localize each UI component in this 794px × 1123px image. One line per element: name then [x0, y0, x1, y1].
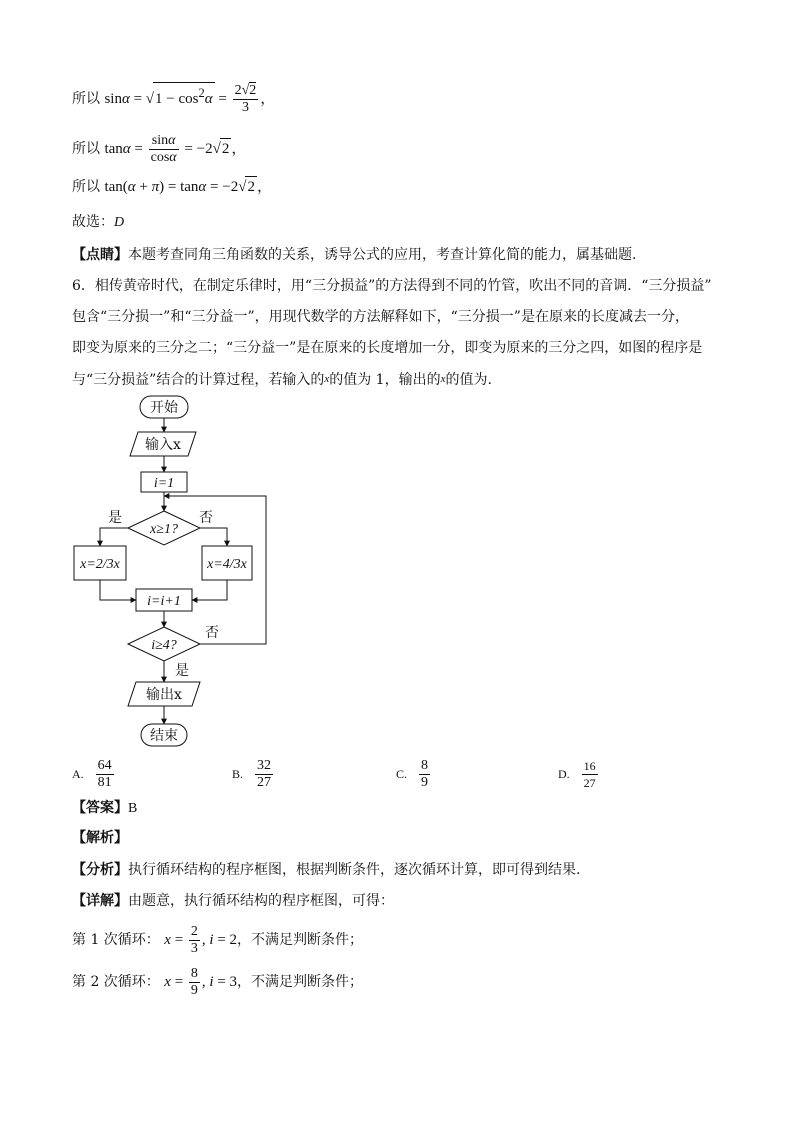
xiangjie-tag: 【详解】: [72, 893, 128, 909]
q6-line-1: 6．相传黄帝时代，在制定乐律时，用“三分损益”的方法得到不同的竹管，吹出不同的音调．“三分损益”: [72, 278, 712, 294]
option-b[interactable]: [232, 758, 275, 791]
flow-yes-label-1: 是: [108, 510, 122, 526]
flow-left-box: [74, 546, 126, 580]
var-x: x: [324, 373, 330, 385]
flow-cond1-diamond: [128, 511, 200, 545]
option-fraction: $\frac{32}{27}$: [257, 758, 272, 790]
flow-cond1-label: x≥1?: [150, 522, 178, 537]
flow-no-label-1: 否: [199, 510, 213, 526]
fenxi-text: 执行循环结构的程序框图，根据判断条件，逐次循环计算，即可得到结果.: [128, 862, 581, 878]
dianjing-tag: 【点睛】: [72, 247, 128, 263]
fenxi-line: [72, 860, 580, 880]
option-a[interactable]: [72, 758, 116, 791]
flow-end-terminal: [141, 724, 187, 746]
fraction: $\frac{2√2}{3}$: [234, 83, 257, 116]
flow-cond2-label: i≥4?: [151, 638, 177, 653]
loop-prefix: 第 1 次循环：: [72, 931, 160, 948]
q6-text: 与“三分损益”结合的计算过程，若输入的: [72, 372, 325, 388]
flow-end-label: 结束: [150, 728, 178, 744]
formula-tan-pi: tan(α + π) = tanα = −2√2 ，: [104, 179, 272, 195]
flow-yes-label-2: 是: [175, 663, 189, 679]
choice-answer: D: [114, 215, 125, 230]
option-label: C.: [396, 767, 408, 781]
answer-tag: 【答案】: [72, 800, 128, 816]
flow-input-label: 输入x: [145, 437, 181, 453]
line-choice: [72, 212, 124, 233]
option-d[interactable]: [558, 758, 600, 791]
analysis-tag-line: [72, 828, 128, 848]
flow-output-label: 输出x: [146, 687, 182, 703]
option-fraction: $\frac{16}{27}$: [583, 759, 596, 790]
dianjing-text: 本题考查同角三角函数的关系，诱导公式的应用，考查计算化简的能力，属基础题.: [128, 247, 637, 263]
option-fraction: $\frac{64}{81}$: [97, 758, 112, 790]
flow-init-label: i=1: [153, 476, 175, 491]
line-tan-alpha: [72, 133, 246, 166]
formula-sin: $\sin\alpha = √1 - \cos^2\alpha$ = $\frac{2√2}{3}$ ，: [104, 83, 276, 116]
flow-right-label: x=4/3x: [207, 557, 247, 572]
q6-line-4: [72, 369, 492, 390]
line-prefix: 所以: [72, 91, 100, 107]
q6-line-2: 包含“三分损一”和“三分益一”，用现代数学的方法解释如下，“三分损一”是在原来的长度减去一分，: [72, 309, 689, 325]
flow-incr-label: i=i+1: [147, 594, 181, 609]
option-label: D.: [558, 767, 570, 781]
line-prefix: 所以: [72, 140, 100, 157]
flow-cond2-diamond: [128, 627, 200, 661]
analysis-tag: 【解析】: [72, 830, 128, 846]
loop-2-line: [72, 966, 363, 999]
var-x: x: [440, 373, 446, 385]
flow-output-shape: [128, 682, 200, 706]
option-label: B.: [232, 767, 244, 781]
fenxi-tag: 【分析】: [72, 862, 128, 878]
q6-text: 的值为.: [445, 372, 492, 388]
xiangjie-text: 由题意，执行循环结构的程序框图，可得：: [128, 893, 394, 909]
formula-tan: tanα = $\frac{\sin\alpha}{\cos\alpha}$ = −2√2 ，: [104, 133, 247, 165]
flow-no-label-2: 否: [205, 625, 219, 641]
line-sin-alpha: [72, 82, 275, 116]
option-c[interactable]: [396, 758, 432, 791]
option-label: A.: [72, 767, 84, 781]
fraction: $\frac{\sin\alpha}{\cos\alpha}$: [150, 133, 177, 165]
loop-prefix: 第 2 次循环：: [72, 973, 160, 990]
flow-start-terminal: [140, 396, 188, 418]
line-prefix: 所以: [72, 179, 100, 195]
loop-formula: x = $\frac{8}{9}$ , i = 3: [164, 966, 238, 998]
choice-label: 故选：: [72, 214, 114, 230]
answer-value: B: [128, 801, 138, 816]
line-dianjing: [72, 245, 636, 265]
loop-formula: x = $\frac{2}{3}$ , i = 2: [164, 924, 238, 956]
flow-right-box: [202, 546, 252, 580]
flow-init-box: [141, 472, 187, 492]
q6-text: 的值为 1，输出的: [329, 372, 441, 388]
q6-line-3: 即变为原来的三分之二；“三分益一”是在原来的长度增加一分，即变为原来的三分之四，如图的程序是: [72, 340, 703, 356]
flow-start-label: 开始: [150, 400, 178, 416]
loop-suffix: ，不满足判断条件；: [237, 931, 364, 948]
flow-incr-box: [136, 589, 192, 611]
loop-suffix: ，不满足判断条件；: [237, 973, 364, 990]
flow-input-shape: [130, 432, 196, 456]
xiangjie-line: [72, 891, 394, 911]
flow-left-label: x=2/3x: [80, 557, 120, 572]
line-tan-alpha-pi: [72, 176, 272, 197]
answer-line: [72, 798, 137, 819]
option-fraction: $\frac{8}{9}$: [421, 758, 429, 790]
loop-1-line: [72, 924, 363, 957]
